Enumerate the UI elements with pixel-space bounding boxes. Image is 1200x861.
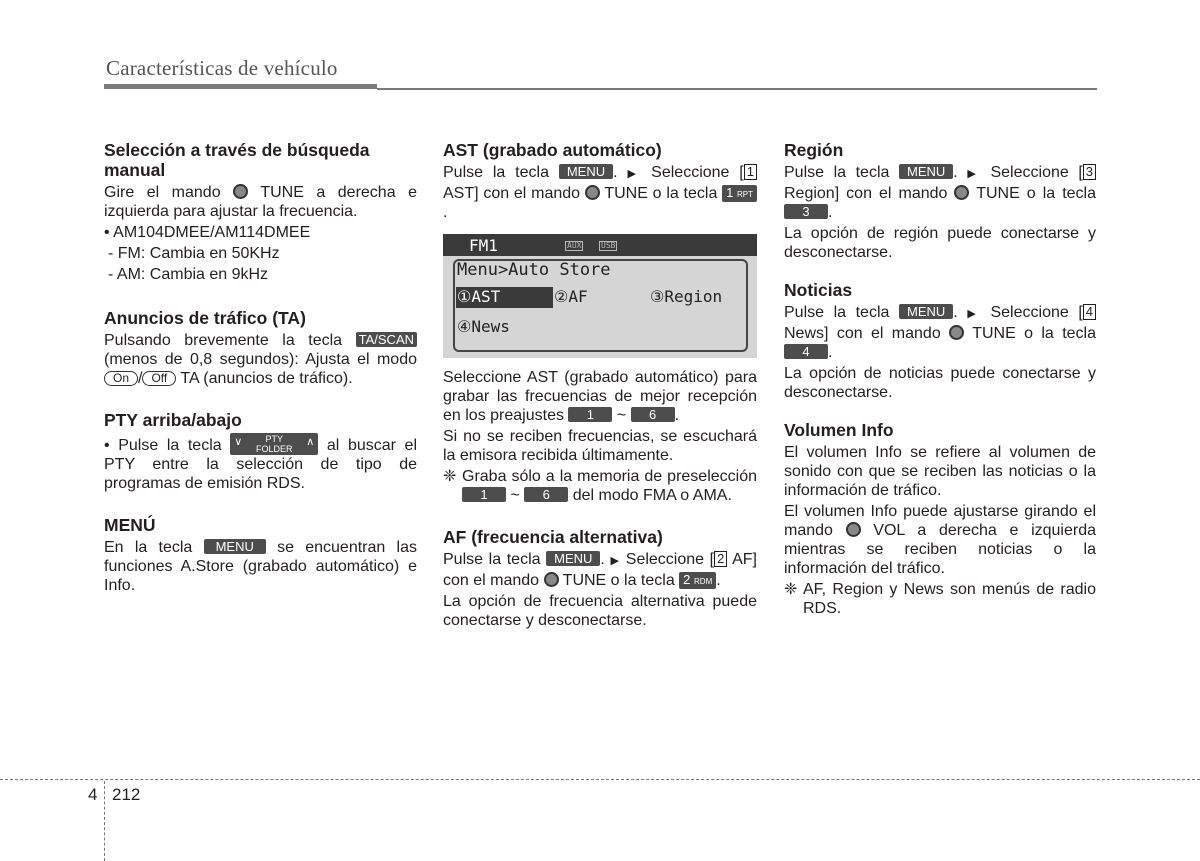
header-rule-thin (377, 88, 1097, 90)
chapter-number: 4 (88, 785, 98, 804)
text: Pulse la tecla (784, 304, 890, 321)
text: TUNE o la tecla (972, 325, 1096, 342)
key-1-rpt (722, 185, 757, 202)
section-heading-ta: Anuncios de tráfico (TA) (104, 308, 306, 328)
page-number: 212 (112, 785, 141, 804)
bullet-model: • AM104DMEE/AM114DMEE (104, 224, 311, 241)
key-4: 4 (784, 344, 828, 359)
text: Pulsando brevemente la tecla (104, 332, 343, 349)
key-number: 1 (726, 185, 734, 200)
section-heading-news: Noticias (784, 280, 853, 300)
arrow-right-icon: ▶ (967, 168, 981, 180)
text: News] con el mando (784, 325, 941, 342)
menu-item-af: ②AF (554, 287, 588, 306)
tune-knob-icon (949, 325, 964, 340)
text: ~ (510, 487, 520, 504)
paragraph-pty (104, 433, 417, 493)
note-symbol: ❈ (443, 468, 457, 485)
text: TA (anuncios de tráfico). (180, 370, 353, 387)
column-middle (443, 140, 757, 632)
text: . (613, 164, 618, 181)
paragraph-volume-adjust (784, 502, 1096, 578)
text: Graba sólo a la memoria de preselección (462, 468, 757, 485)
text: Pulse la tecla (443, 164, 549, 181)
text: Seleccione [ (990, 304, 1083, 321)
on-key: On (104, 371, 138, 386)
usb-badge: USB (601, 241, 616, 250)
paragraph-region-instructions (784, 163, 1096, 222)
menu-key: MENU (559, 164, 613, 179)
paragraph-ast-instructions (443, 163, 757, 222)
vol-knob-icon (846, 522, 861, 537)
paragraph-tune (104, 183, 417, 221)
paragraph-af-instructions (443, 550, 757, 590)
paragraph-region-desc: La opción de región puede conectarse y desconectarse. (784, 225, 1096, 261)
section-heading-volume-info: Volumen Info (784, 420, 894, 440)
text: TUNE o la tecla (976, 185, 1096, 202)
paragraph-volume-desc: El volumen Info se refiere al volumen de sonido con que se reciben las noticias o la información de tráfico. (784, 444, 1096, 499)
radio-display-screen (443, 234, 757, 358)
preset-1-key: 1 (462, 487, 506, 502)
text: TUNE o la tecla (604, 185, 718, 202)
arrow-right-icon: ▶ (627, 168, 642, 180)
preset-1-key: 1 (568, 407, 612, 422)
pty-folder-key (230, 433, 318, 455)
folder-label: FOLDER (256, 444, 293, 454)
tune-knob-icon (233, 184, 248, 199)
section-heading-pty: PTY arriba/abajo (104, 410, 242, 430)
text: . (953, 304, 958, 321)
text: TUNE a derecha e izquierda para ajustar la frecuencia. (104, 184, 417, 220)
key-number: 2 (683, 572, 691, 587)
section-heading-region: Región (784, 140, 844, 160)
paragraph-ast-desc (443, 368, 757, 425)
text: / (138, 370, 143, 387)
key-2-rdm (679, 572, 716, 589)
ta-scan-key: TA/SCAN (356, 332, 417, 347)
text: Seleccione [ (990, 164, 1083, 181)
number-box: 2 (714, 551, 727, 567)
text: se encuentran las funciones A.Store (grabado automático) e Info. (104, 539, 417, 594)
text: Region] con el mando (784, 185, 948, 202)
chevron-up-icon: ∧ (306, 436, 315, 448)
pty-label: PTY (265, 434, 284, 444)
tune-knob-icon (585, 185, 600, 200)
preset-6-key: 6 (524, 487, 568, 502)
text: Gire el mando (104, 184, 221, 201)
text: ~ (616, 407, 627, 424)
text: . (600, 551, 605, 568)
paragraph-ta (104, 331, 417, 388)
text: Seleccione [ (651, 164, 744, 181)
text: del modo FMA o AMA. (572, 487, 732, 504)
text: Seleccione AST (grabado automático) para grabar las frecuencias de mejor recepción en los preajustes (443, 369, 757, 424)
text: . (828, 204, 833, 221)
menu-key: MENU (899, 304, 953, 319)
arrow-right-icon: ▶ (967, 308, 981, 320)
paragraph-ast-none: Si no se reciben frecuencias, se escuchará la emisora recibida últimamente. (443, 428, 757, 464)
number-box: 4 (1083, 304, 1096, 320)
text: . (828, 344, 833, 361)
header-rule-thick (104, 84, 377, 89)
aux-badge: AUX (567, 241, 582, 250)
text: . (953, 164, 958, 181)
menu-key: MENU (204, 539, 266, 554)
off-key: Off (142, 371, 176, 386)
menu-item-news: ④News (457, 317, 510, 336)
footer-dashed-rule (0, 779, 1200, 780)
text: (menos de 0,8 segundos): Ajusta el modo (104, 351, 417, 368)
menu-item-region: ③Region (650, 287, 723, 306)
band-label: FM1 (469, 236, 498, 255)
chevron-down-icon: ∨ (234, 436, 243, 448)
bullet-am: - AM: Cambia en 9kHz (108, 266, 269, 283)
page-header-title: Características de vehículo (106, 56, 338, 80)
text: VOL a derecha e izquierda mientras se reciben noticias o la información del tráfico. (784, 522, 1096, 577)
section-heading-menu: MENÚ (104, 515, 156, 535)
arrow-right-icon: ▶ (610, 555, 621, 567)
paragraph-news-instructions (784, 303, 1096, 362)
text: . (716, 572, 721, 589)
text: Seleccione [ (625, 551, 715, 568)
text: AST] con el mando (443, 185, 581, 202)
footer-vertical-dashed-rule (104, 781, 105, 861)
preset-6-key: 6 (631, 407, 675, 422)
text: El volumen Info puede ajustarse girando el mando (784, 503, 1096, 539)
note-symbol: ❈ (784, 581, 798, 598)
bullet-fm: - FM: Cambia en 50KHz (108, 245, 280, 262)
paragraph-af-desc: La opción de frecuencia alternativa puede conectarse y desconectarse. (443, 593, 757, 629)
text: AF, Region y News son menús de radio RDS. (803, 581, 1096, 617)
paragraph-news-desc: La opción de noticias puede conectarse y desconectarse. (784, 365, 1096, 401)
note-preset (443, 467, 757, 505)
section-heading-af: AF (frecuencia alternativa) (443, 527, 663, 547)
tune-knob-icon (954, 185, 969, 200)
text: Pulse la tecla (784, 164, 890, 181)
tune-knob-icon (544, 572, 559, 587)
menu-key: MENU (546, 551, 600, 566)
column-right (784, 140, 1096, 620)
text: Pulse la tecla (443, 551, 541, 568)
text: • Pulse la tecla (104, 437, 222, 454)
text: . (674, 407, 680, 424)
column-left (104, 140, 417, 597)
number-box: 1 (744, 164, 757, 180)
menu-item-ast: ①AST (457, 287, 501, 306)
paragraph-menu (104, 538, 417, 595)
section-heading-manual-search: Selección a través de búsqueda manual (104, 140, 370, 180)
text: En la tecla (104, 539, 193, 556)
text: TUNE o la tecla (562, 572, 675, 589)
menu-key: MENU (899, 164, 953, 179)
text: al buscar el PTY entre la selección de tipo de programas de emisión RDS. (104, 437, 418, 492)
menu-title: Menu>Auto Store (457, 260, 611, 280)
section-heading-ast: AST (grabado automático) (443, 140, 662, 160)
number-box: 3 (1083, 164, 1096, 180)
note-rds (784, 580, 1096, 618)
text: AF] con el mando (443, 551, 757, 589)
text: . (443, 204, 448, 221)
key-sublabel: RPT (737, 190, 753, 199)
key-3: 3 (784, 204, 828, 219)
key-sublabel: RDM (694, 577, 713, 586)
